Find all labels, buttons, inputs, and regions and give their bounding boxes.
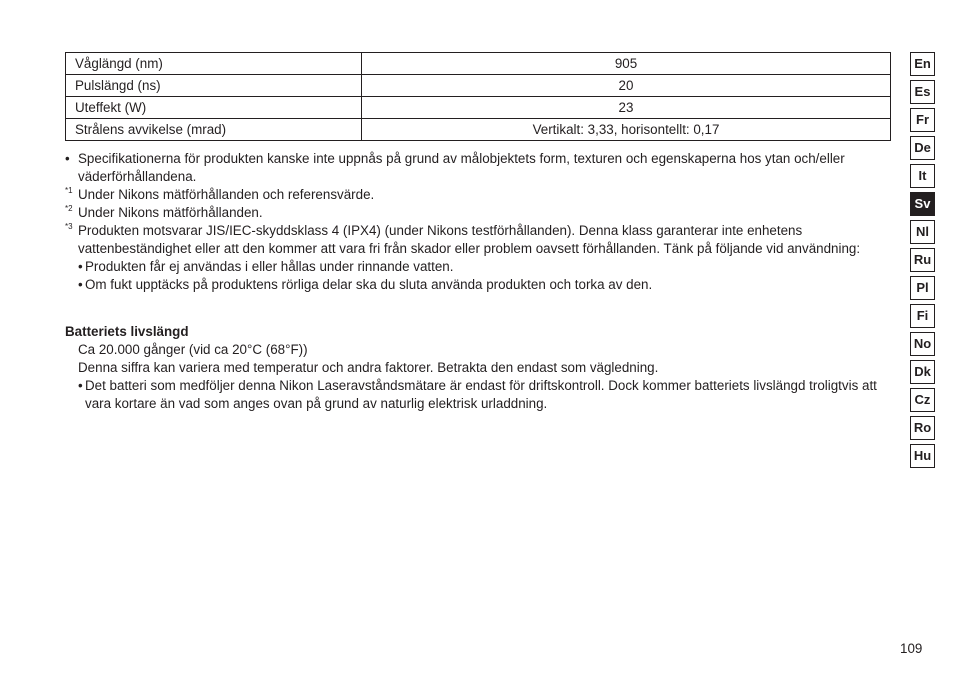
sub-bullet <box>78 258 895 276</box>
bullet-mark: • <box>78 378 83 393</box>
footnote-3 <box>65 222 895 294</box>
footnote-text: Produkten motsvarar JIS/IEC-skyddsklass 4 (IPX4) (under Nikons testförhållanden). Denna klass garanterar inte enhetens vattenbeständighet eller att den kommer att vara fri från skador eller problem oavsett förhållanden. Tänk på följande vid användning: <box>78 223 861 256</box>
note-bullet <box>65 150 895 186</box>
table-row <box>66 97 891 119</box>
footnote-mark: *2 <box>65 204 73 213</box>
battery-line: Denna siffra kan variera med temperatur och andra faktorer. Betrakta den endast som vägledning. <box>78 360 659 375</box>
language-tab-it[interactable]: It <box>910 164 935 188</box>
spec-value: Vertikalt: 3,33, horisontellt: 0,17 <box>362 119 891 141</box>
language-tab-fr[interactable]: Fr <box>910 108 935 132</box>
language-tab-en[interactable]: En <box>910 52 935 76</box>
battery-section <box>65 323 895 413</box>
language-tab-no[interactable]: No <box>910 332 935 356</box>
footnote-2 <box>65 204 895 222</box>
language-tab-hu[interactable]: Hu <box>910 444 935 468</box>
note-text: Specifikationerna för produkten kanske inte uppnås på grund av målobjektets form, texturen och egenskaperna hos ytan och/eller väderförhållandena. <box>78 151 845 184</box>
battery-bullet <box>78 377 895 413</box>
spec-notes <box>65 150 895 294</box>
language-tabs <box>910 52 935 472</box>
spec-label: Strålens avvikelse (mrad) <box>66 119 362 141</box>
language-tab-ro[interactable]: Ro <box>910 416 935 440</box>
bullet-mark: • <box>78 259 83 274</box>
table-row <box>66 75 891 97</box>
spec-label: Pulslängd (ns) <box>66 75 362 97</box>
table-row <box>66 53 891 75</box>
sub-bullet-text: Produkten får ej användas i eller hållas under rinnande vatten. <box>85 259 454 274</box>
page-number: 109 <box>900 641 923 656</box>
spec-label: Uteffekt (W) <box>66 97 362 119</box>
spec-value: 20 <box>362 75 891 97</box>
footnote-1 <box>65 186 895 204</box>
language-tab-pl[interactable]: Pl <box>910 276 935 300</box>
section-heading: Batteriets livslängd <box>65 324 189 339</box>
footnote-text: Under Nikons mätförhållanden och referensvärde. <box>78 187 375 202</box>
bullet-mark: • <box>78 277 83 292</box>
spec-table <box>65 52 891 141</box>
language-tab-fi[interactable]: Fi <box>910 304 935 328</box>
bullet-mark: • <box>65 151 70 166</box>
spec-value: 905 <box>362 53 891 75</box>
battery-bullet-wrap <box>65 377 895 413</box>
sub-bullet-text: Om fukt upptäcks på produktens rörliga delar ska du sluta använda produkten och torka av den. <box>85 277 653 292</box>
table-row <box>66 119 891 141</box>
language-tab-nl[interactable]: Nl <box>910 220 935 244</box>
sub-bullet <box>78 276 895 294</box>
language-tab-de[interactable]: De <box>910 136 935 160</box>
footnote-text: Under Nikons mätförhållanden. <box>78 205 263 220</box>
footnote-mark: *3 <box>65 222 73 231</box>
spec-value: 23 <box>362 97 891 119</box>
language-tab-sv[interactable]: Sv <box>910 192 935 216</box>
language-tab-es[interactable]: Es <box>910 80 935 104</box>
footnote-mark: *1 <box>65 186 73 195</box>
language-tab-cz[interactable]: Cz <box>910 388 935 412</box>
language-tab-ru[interactable]: Ru <box>910 248 935 272</box>
battery-line: Ca 20.000 gånger (vid ca 20°C (68°F)) <box>78 342 308 357</box>
spec-label: Våglängd (nm) <box>66 53 362 75</box>
battery-bullet-text: Det batteri som medföljer denna Nikon Laseravståndsmätare är endast för driftskontroll. Dock kommer batteriets livslängd troligtvis att vara kortare än vad som anges ovan på grund av naturlig elektrisk urladdning. <box>85 378 877 411</box>
language-tab-dk[interactable]: Dk <box>910 360 935 384</box>
